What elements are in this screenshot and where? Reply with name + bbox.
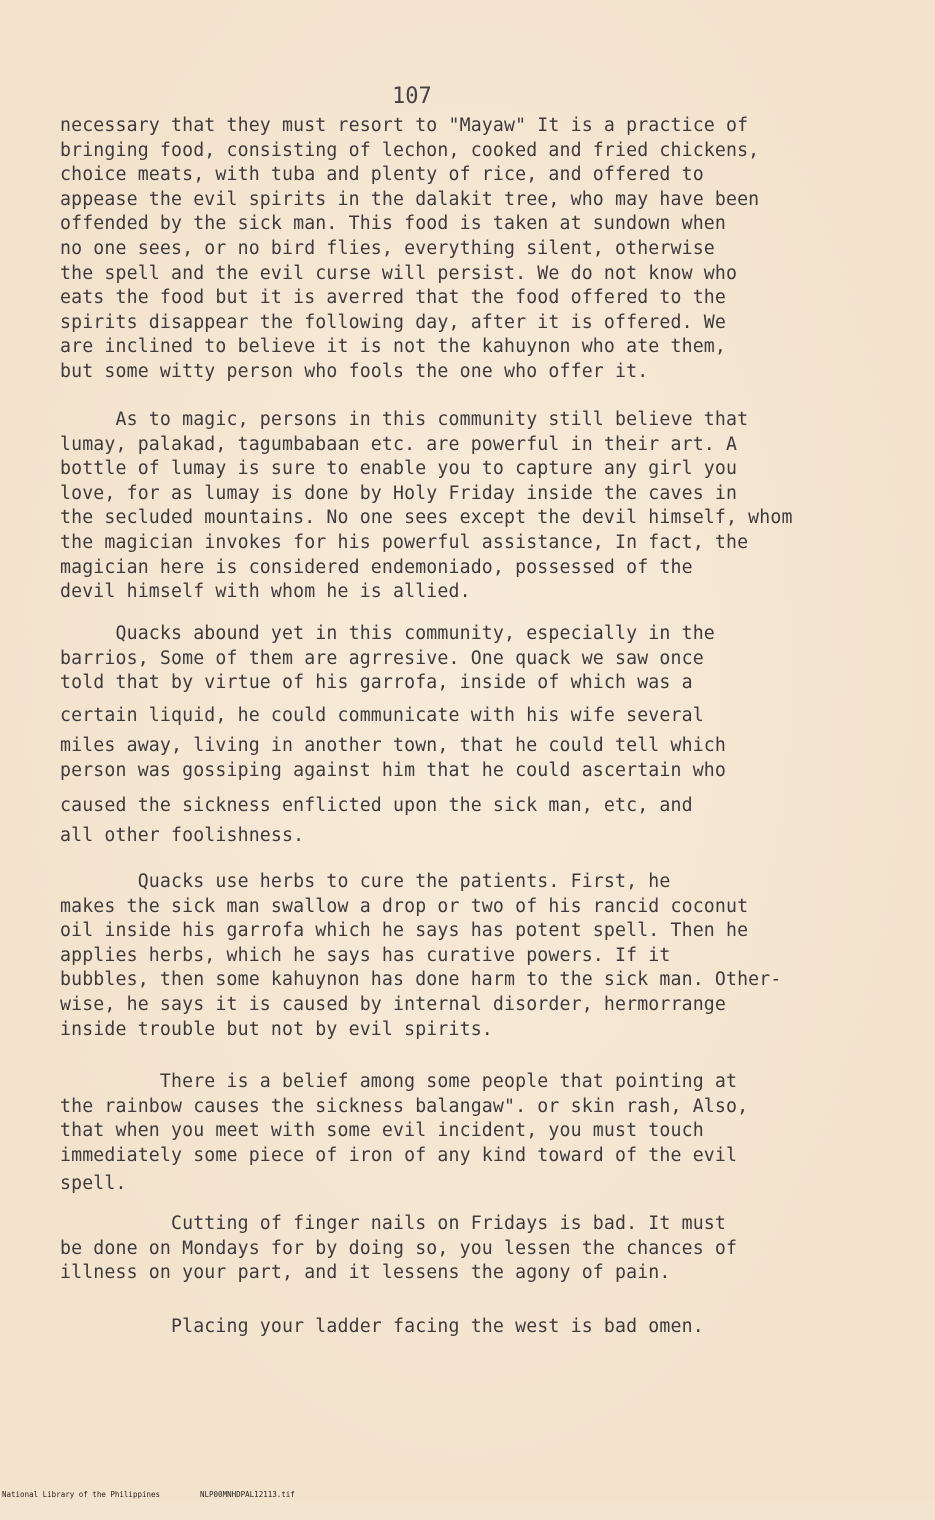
text-line: eats the food but it is averred that the food offered to the <box>60 287 726 309</box>
text-line: miles away, living in another town, that he could tell which <box>60 735 726 757</box>
text-line: love, for as lumay is done by Holy Friday inside the caves in <box>60 482 738 504</box>
text-line: caused the sickness enflicted upon the sick man, etc, and <box>60 794 693 816</box>
text-line: the secluded mountains. No one sees except the devil himself, whom <box>60 507 793 529</box>
text-line: applies herbs, which he says has curative powers. If it <box>60 944 671 966</box>
text-line: that when you meet with some evil incident, you must touch <box>60 1120 704 1142</box>
text-line: lumay, palakad, tagumbabaan etc. are powerful in their art. A <box>60 433 738 455</box>
paragraph-6 <box>60 1212 900 1286</box>
text-line: the spell and the evil curse will persist. We do not know who <box>60 262 738 284</box>
text-line: the magician invokes for his powerful assistance, In fact, the <box>60 531 749 553</box>
text-line: bringing food, consisting of lechon, cooked and fried chickens, <box>60 139 760 161</box>
text-line: makes the sick man swallow a drop or two of his rancid coconut <box>60 895 749 917</box>
text-line: devil himself with whom he is allied. <box>60 581 471 603</box>
text-line: immediately some piece of iron of any kind toward of the evil <box>60 1144 738 1166</box>
text-line: inside trouble but not by evil spirits. <box>60 1018 493 1040</box>
text-line: but some witty person who fools the one who offer it. <box>60 360 649 382</box>
text-line: Placing your ladder facing the west is bad omen. <box>60 1316 704 1337</box>
paragraph-1 <box>60 114 900 385</box>
scan-footer <box>0 1490 935 1500</box>
text-line: all other foolishness. <box>60 825 305 847</box>
text-line: bottle of lumay is sure to enable you to capture any girl you <box>60 458 738 480</box>
footer-filename: NLP00MNHDPAL12113.tif <box>200 1490 295 1499</box>
text-line: certain liquid, he could communicate with his wife several <box>60 704 704 726</box>
paragraph-3 <box>60 622 900 849</box>
footer-library: National Library of the Philippines <box>2 1490 161 1499</box>
text-line: the rainbow causes the sickness balangaw". or skin rash, Also, <box>60 1095 749 1117</box>
text-line: wise, he says it is caused by internal disorder, hermorrange <box>60 993 726 1015</box>
text-line: Quacks abound yet in this community, especially in the <box>60 623 715 644</box>
text-line: There is a belief among some people that pointing at <box>60 1071 738 1092</box>
text-line: illness on your part, and it lessens the agony of pain. <box>60 1262 671 1284</box>
text-line: no one sees, or no bird flies, everything silent, otherwise <box>60 237 715 259</box>
page-number: 107 <box>392 84 432 109</box>
text-line: Quacks use herbs to cure the patients. First, he <box>60 871 671 892</box>
text-line: offended by the sick man. This food is taken at sundown when <box>60 213 726 235</box>
paragraph-4 <box>60 870 900 1042</box>
text-line: As to magic, persons in this community still believe that <box>60 409 749 430</box>
paragraph-7 <box>60 1315 900 1340</box>
text-line: person was gossiping against him that he could ascertain who <box>60 759 726 781</box>
paragraph-5 <box>60 1070 900 1197</box>
text-line: appease the evil spirits in the dalakit tree, who may have been <box>60 188 760 210</box>
paragraph-2 <box>60 408 900 605</box>
text-line: are inclined to believe it is not the kahuynon who ate them, <box>60 336 726 358</box>
text-line: barrios, Some of them are agrresive. One quack we saw once <box>60 647 704 669</box>
text-line: Cutting of finger nails on Fridays is bad. It must <box>60 1213 726 1234</box>
text-line: magician here is considered endemoniado, possessed of the <box>60 556 693 578</box>
text-line: choice meats, with tuba and plenty of rice, and offered to <box>60 164 704 186</box>
text-line: spirits disappear the following day, after it is offered. We <box>60 311 726 333</box>
text-line: necessary that they must resort to "Mayaw" It is a practice of <box>60 115 749 136</box>
text-line: told that by virtue of his garrofa, inside of which was a <box>60 672 693 694</box>
text-line: oil inside his garrofa which he says has potent spell. Then he <box>60 920 749 942</box>
text-line: be done on Mondays for by doing so, you lessen the chances of <box>60 1237 738 1259</box>
text-line: bubbles, then some kahuynon has done harm to the sick man. Other- <box>60 969 782 991</box>
text-line: spell. <box>60 1173 127 1195</box>
